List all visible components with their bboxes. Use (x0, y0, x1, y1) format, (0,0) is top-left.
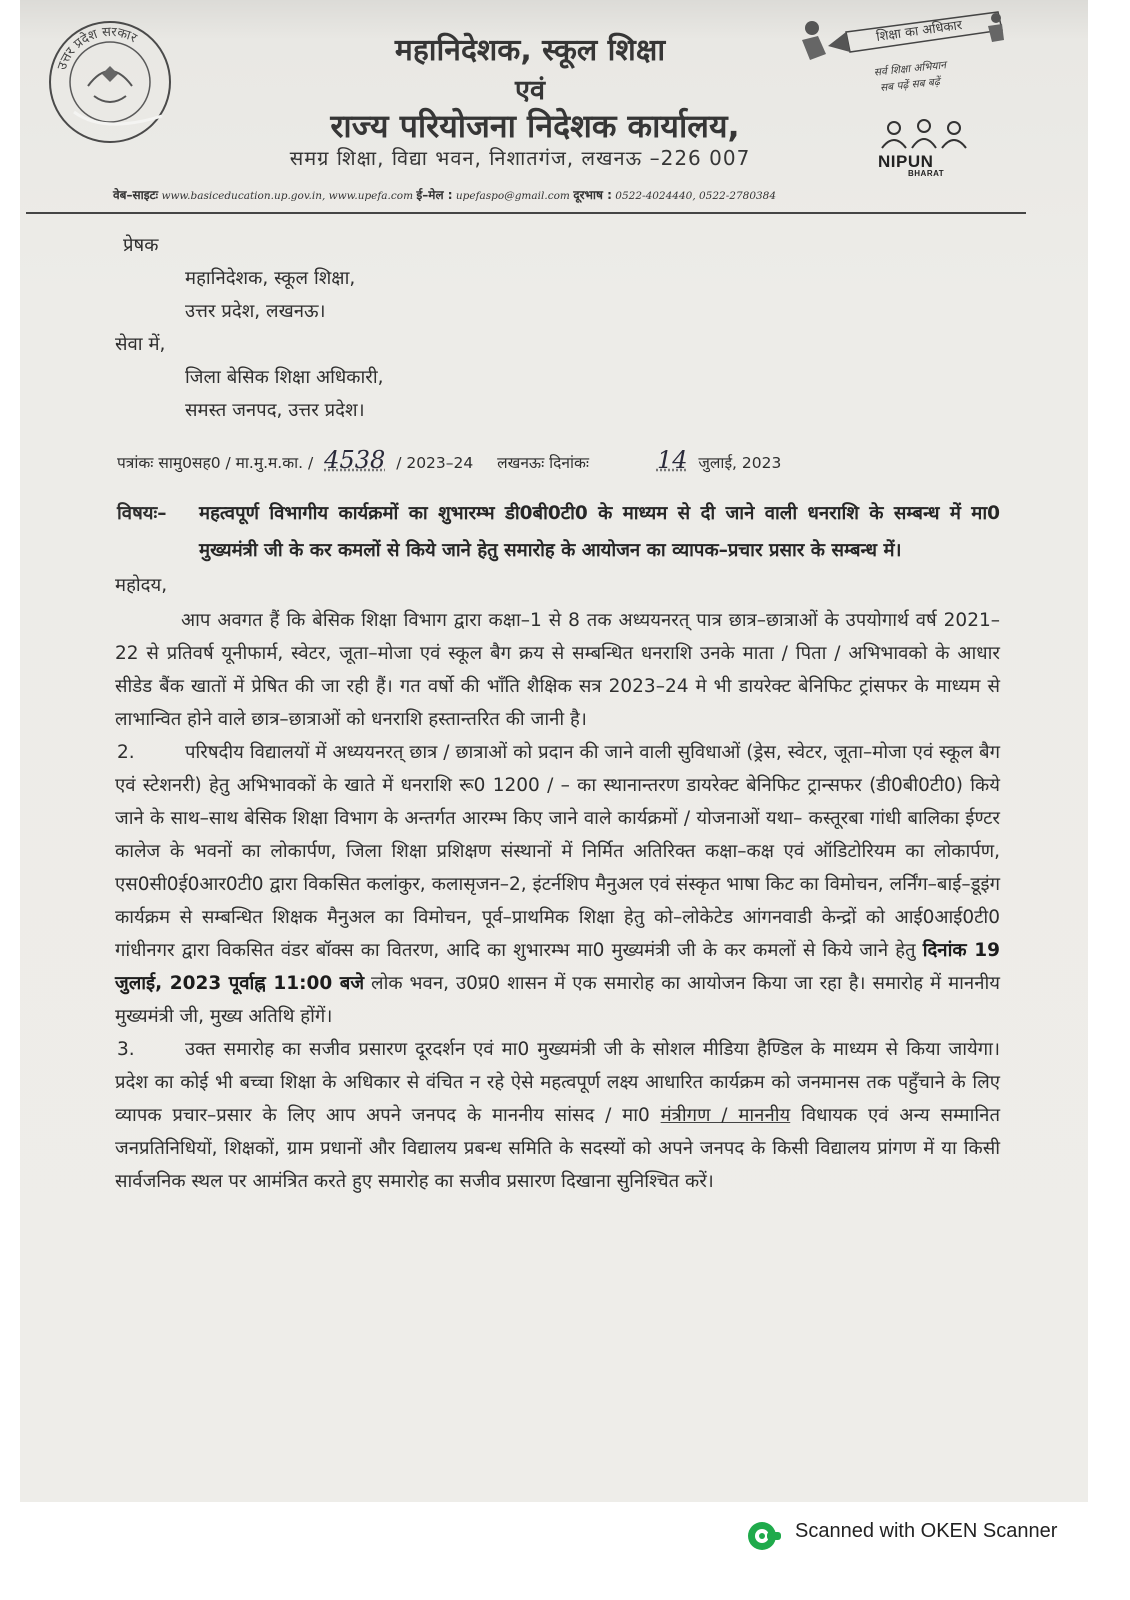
underlined-text: मंत्रीगण / माननीय (660, 1105, 791, 1126)
reference-prefix: सामु0सह0 / मा.मु.म.का. / (158, 453, 314, 472)
recipient-line: जिला बेसिक शिक्षा अधिकारी, (185, 367, 384, 388)
reference-line (115, 443, 1000, 480)
event-date-time: दिनांक 19 जुलाई, 2023 पूर्वाह्न 11:00 बजे (115, 940, 1000, 994)
nipun-figures-icon (872, 118, 976, 154)
recipient-line: समस्त जनपद, उत्तर प्रदेश। (185, 400, 365, 421)
paragraph-1: आप अवगत हैं कि बेसिक शिक्षा विभाग द्वारा कक्षा–1 से 8 तक अध्ययनरत् पात्र छात्र–छात्राओं के उपयोगार्थ वर्ष 2021–22 से प्रतिवर्ष यूनीफार्म, स्वेटर, जूता–मोजा एवं स्कूल बैग क्रय से सम्बन्धित धनराशि उनके माता / पिता / अभिभावको के आधार सीडेड बैंक खातों में प्रेषित की जा रही हैं। गत वर्षो की भाँति शैक्षिक सत्र 2023–24 मे भी डायरेक्ट बेनिफिट ट्रांसफर के माध्यम से लाभान्वित होने वाले छात्र–छात्राओं को धनराशि हस्तान्तरित की जानी है। (115, 610, 1000, 730)
recipient-label: सेवा में, (115, 334, 166, 355)
reference-day: 14 (656, 445, 688, 474)
up-government-seal (44, 16, 176, 148)
seal-icon (44, 16, 176, 148)
paragraph-number: 3. (117, 1039, 135, 1060)
phone-label: दूरभाष : (573, 188, 612, 202)
letter-body (115, 229, 1000, 1198)
svg-text:उत्तर प्रदेश सरकार (55, 25, 140, 72)
subject-text: महत्वपूर्ण विभागीय कार्यक्रमों का शुभारम्भ डी0बी0टी0 के माध्यम से दी जाने वाली धनराशि के सम्बन्ध में मा0 मुख्यमंत्री जी के कर कमलों से किये जाने हेतु समारोह के आयोजन का व्यापक–प्रचार प्रसार के सम्बन्ध में। (199, 503, 1000, 561)
reference-number: 4538 (324, 445, 386, 474)
paragraph-3 (115, 1033, 1000, 1198)
sender-label: प्रेषक (123, 235, 159, 256)
right-to-education-logo (788, 10, 1010, 110)
header-divider (26, 212, 1026, 214)
office-title-line2: एवं (515, 75, 545, 106)
scanner-watermark-text: Scanned with OKEN Scanner (795, 1520, 1058, 1542)
rte-tagline-1: सर्व शिक्षा अभियान (873, 59, 947, 79)
rte-tagline-2: सब पढ़ें सब बढ़ें (879, 75, 941, 95)
web-value: www.basiceducation.up.gov.in, www.upefa.com (161, 190, 414, 202)
paragraph-3-text-end: विधायक एवं अन्य सम्मानित जनप्रतिनिधियों, शिक्षकों, ग्राम प्रधानों और विद्यालय प्रबन्ध समिति के सदस्यों को अपने जनपद के किसी विद्यालय प्रांगण में या किसी सार्वजनिक स्थल पर आमंत्रित करते हुए समारोह का सजीव प्रसारण दिखाना सुनिश्चित करें। (115, 1105, 1000, 1192)
email-value: upefaspo@gmail.com (455, 190, 570, 202)
paragraph-number: 2. (117, 742, 135, 763)
paragraph-2 (115, 736, 1000, 1033)
paragraph-2-text: परिषदीय विद्यालयों में अध्ययनरत् छात्र / छात्राओं को प्रदान की जाने वाली सुविधाओं (ड्रेस, स्वेटर, जूता–मोजा एवं स्कूल बैग एवं स्टेशनरी) हेतु अभिभावकों के खाते में धनराशि रू0 1200 / – का स्थानान्तरण डायरेक्ट बेनिफिट ट्रान्सफर (डी0बी0टी0) किये जाने के साथ–साथ बेसिक शिक्षा विभाग के अन्तर्गत आरम्भ किए जाने वाले कार्यक्रमों / योजनाओं यथा– कस्तूरबा गांधी बालिका ईण्टर कालेज के भवनों का लोकार्पण, जिला शिक्षा प्रशिक्षण संस्थानों में निर्मित अतिरिक्त कक्षा–कक्ष एवं ऑडिटोरियम का लोकार्पण, एस0सी0ई0आर0टी0 द्वारा विकसित कलांकुर, कलासृजन–2, इंटर्नशिप मैनुअल एवं संस्कृत भाषा किट का विमोचन, लर्निंग–बाई–डूइंग कार्यक्रम से सम्बन्धित शिक्षक मैनुअल का विमोचन, पूर्व–प्राथमिक शिक्षा हेतु को–लोकेटेड आंगनवाडी केन्द्रों को आई0आई0टी0 गांधीनगर द्वारा विकसित वंडर बॉक्स का वितरण, आदि का शुभारम्भ मा0 मुख्यमंत्री जी के कर कमलों से किये जाने हेतु (115, 742, 1000, 961)
oken-scanner-icon (745, 1517, 783, 1555)
reference-place: लखनऊः दिनांकः (497, 453, 590, 472)
nipun-logo-word: NIPUN (878, 152, 934, 171)
reference-label: पत्रांकः (117, 453, 154, 472)
salutation: महोदय, (115, 575, 168, 596)
nipun-bharat-logo (872, 118, 976, 184)
reference-month-year: जुलाई, 2023 (698, 453, 782, 472)
seal-text: उत्तर प्रदेश सरकार (54, 24, 140, 72)
paragraph-2-text-end: लोक भवन, उ0प्र0 शासन में एक समारोह का आयोजन किया जा रहा है। समारोह में माननीय मुख्यमंत्री जी, मुख्य अतिथि होंगें। (115, 973, 1000, 1027)
office-title-line1: महानिदेशक, स्कूल शिक्षा (394, 33, 666, 68)
reference-suffix: / 2023–24 (396, 453, 474, 472)
phone-value: 0522-4024440, 0522-2780384 (615, 190, 777, 202)
office-address: समग्र शिक्षा, विद्या भवन, निशातगंज, लखनऊ –226 007 (289, 146, 751, 170)
subject-block (115, 495, 1000, 569)
subject-label: विषयः– (117, 503, 167, 524)
sender-line: उत्तर प्रदेश, लखनऊ। (185, 301, 326, 322)
office-title-line3: राज्य परियोजना निदेशक कार्यालय, (330, 107, 740, 145)
contact-line (113, 186, 903, 203)
nipun-logo-sub: BHARAT (908, 169, 945, 178)
sender-line: महानिदेशक, स्कूल शिक्षा, (185, 268, 356, 289)
rte-logo-text: शिक्षा का अधिकार (875, 18, 964, 45)
paragraph-3-text: उक्त समारोह का सजीव प्रसारण दूरदर्शन एवं मा0 मुख्यमंत्री जी के सोशल मीडिया हैण्डिल के माध्यम से किया जायेगा। प्रदेश का कोई भी बच्चा शिक्षा के अधिकार से वंचित न रहे ऐसे महत्वपूर्ण लक्ष्य आधारित कार्यक्रम को जनमानस तक पहुँचाने के लिए व्यापक प्रचार–प्रसार के लिए आप अपने जनपद के माननीय सांसद / मा0 (115, 1039, 1000, 1126)
email-label: ई–मेल : (416, 188, 453, 202)
web-label: वेब–साइटः (113, 188, 159, 202)
